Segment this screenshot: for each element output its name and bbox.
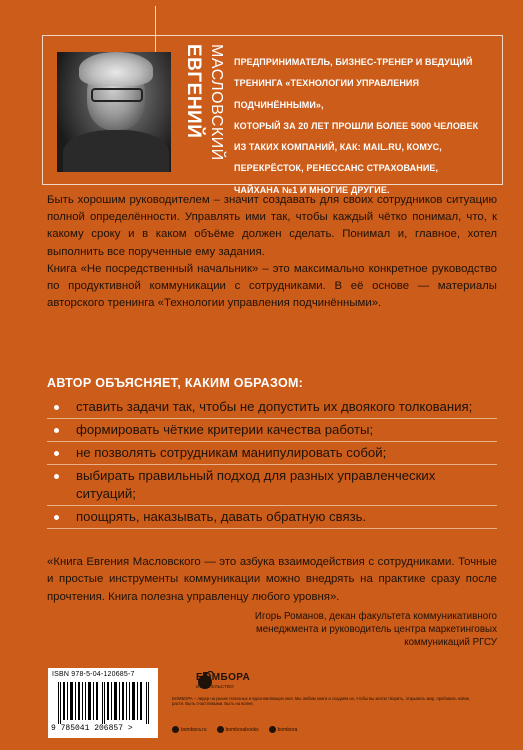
isbn: ISBN 978-5-04-120685-7 [52, 671, 135, 678]
list-item [47, 465, 497, 506]
description-paragraph: Быть хорошим руководителем – значит создавать для своих сотрудников ситуацию полной определённости. Управлять ими так, чтобы каждый чётко понимал, что, к какому сроку и в каком объёме должен сделать. Понимал и, главное, хотел выполнить все порученные ему задания. [47, 194, 497, 258]
explains-heading: АВТОР ОБЪЯСНЯЕТ, КАКИМ ОБРАЗОМ: [47, 376, 304, 390]
barcode [48, 668, 158, 738]
list-item [47, 396, 497, 419]
bio-line: ПЕРЕКРЁСТОК, РЕНЕССАНС СТРАХОВАНИЕ, [234, 163, 439, 174]
list-item-text: формировать чёткие критерии качества работы; [76, 422, 374, 437]
publisher-subtitle: ИЗДАТЕЛЬСТВО [196, 684, 234, 689]
author-name [179, 42, 225, 176]
bullet-icon [54, 405, 59, 410]
social-links [172, 726, 297, 733]
author-first-name: ЕВГЕНИЙ [183, 44, 204, 139]
instagram-icon [269, 726, 276, 733]
list-item [47, 506, 497, 529]
bio-line: ТРЕНИНГА «ТЕХНОЛОГИИ УПРАВЛЕНИЯ ПОДЧИНЁННЫМИ», [234, 78, 420, 110]
social-label: bombora [277, 726, 298, 733]
testimonial-quote: «Книга Евгения Масловского — это азбука взаимодействия с сотрудниками. Точные и простые инструменты коммуникации можно внедрять на практике сразу после прочтения. Книга полезна управленцу любого уровня». [47, 556, 497, 603]
bio-line: КОТОРЫЙ ЗА 20 ЛЕТ ПРОШЛИ БОЛЕЕ 5000 ЧЕЛОВЕК [234, 120, 479, 131]
list-item-text: выбирать правильный подход для разных управленческих ситуаций; [76, 468, 436, 501]
bullet-icon [54, 428, 59, 433]
list-item [47, 419, 497, 442]
social-label: bomborabooks [225, 726, 259, 733]
social-link-site[interactable] [172, 726, 207, 733]
photo-glasses [91, 88, 143, 102]
bio-line: ПРЕДПРИНИМАТЕЛЬ, БИЗНЕС-ТРЕНЕР И ВЕДУЩИЙ [234, 57, 473, 67]
list-item [47, 442, 497, 465]
publisher-description: БОМБОРА – лидер на рынке полезных и вдохновляющих книг. Мы любим книги и создаём их, чтобы вы могли творить, открывать мир, пробовать новое, расти. Быть счастливыми. Быть на волне. [172, 696, 471, 707]
bullet-icon [54, 451, 59, 456]
frame-corner-line [155, 6, 156, 54]
photo-hair [79, 52, 153, 86]
barcode-bars [58, 682, 150, 724]
author-photo [57, 52, 171, 172]
photo-body [63, 130, 169, 172]
social-link-insta[interactable] [269, 726, 298, 733]
list-item-text: не позволять сотрудникам манипулировать собой; [76, 445, 387, 460]
list-item-text: поощрять, наказывать, давать обратную связь. [76, 509, 367, 524]
bio-line: ИЗ ТАКИХ КОМПАНИЙ, КАК: MAIL.RU, КОМУС, [234, 142, 442, 153]
globe-icon [172, 726, 179, 733]
author-bio [234, 52, 499, 201]
bullet-icon [54, 515, 59, 520]
bullet-icon [54, 474, 59, 479]
author-last-name: МАСЛОВСКИЙ [208, 44, 225, 161]
explains-list [47, 396, 497, 529]
publisher-name: БОМБОРА [196, 672, 251, 683]
description-paragraph: Книга «Не посредственный начальник» – это максимально конкретное руководство по продуктивной коммуникации с сотрудниками. В её основе — материалы авторского тренинга «Технологии управления подчинёнными». [47, 262, 497, 310]
quote-attribution: Игорь Романов, декан факультета коммуникативного менеджмента и руководитель центра маркетинговых коммуникаций РГСУ [254, 611, 497, 648]
bio-line: ЧАЙХАНА №1 И МНОГИЕ ДРУГИЕ. [234, 184, 390, 195]
social-label: bombora.ru [181, 726, 207, 733]
book-description [47, 192, 497, 312]
vk-icon [217, 726, 224, 733]
social-link-books[interactable] [217, 726, 259, 733]
barcode-digits: 9 785041 206857 > [51, 724, 133, 733]
list-item-text: ставить задачи так, чтобы не допустить их двоякого толкования; [76, 399, 473, 414]
